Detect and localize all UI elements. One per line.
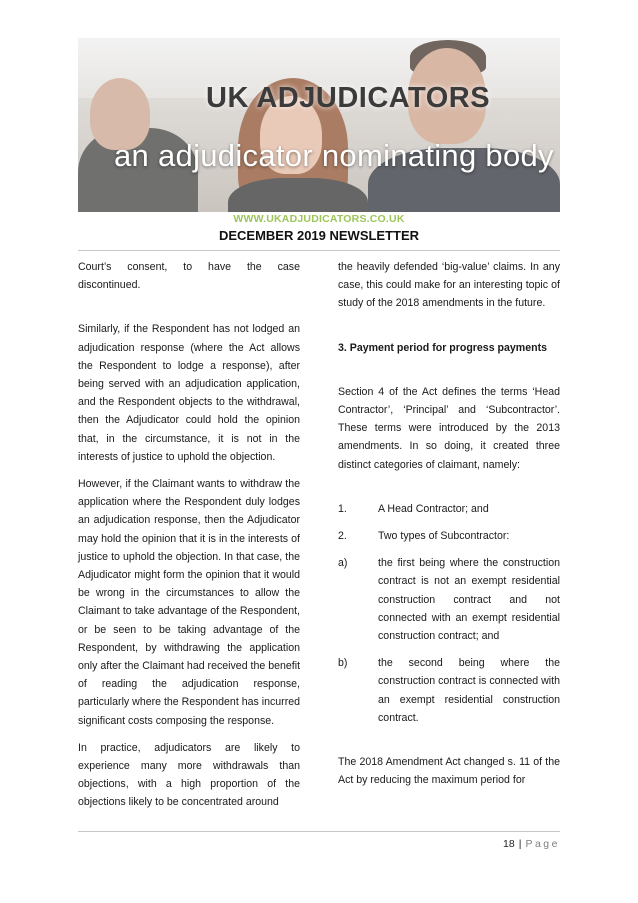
header-banner (78, 38, 560, 212)
footer-separator: | (518, 838, 522, 850)
list-marker: a) (338, 557, 348, 570)
paragraph: the heavily defended ‘big-value’ claims. In any case, this could make for an interesting topic of study of the 2018 amendments in the future. (338, 261, 560, 310)
footer-divider (78, 831, 560, 832)
paragraph: In practice, adjudicators are likely to experience many more withdrawals than objections, with a high proportion of the objections likely to be concentrated around (78, 741, 300, 809)
banner-overlay (78, 38, 560, 212)
list-item (338, 527, 560, 545)
header-divider (78, 250, 560, 251)
newsletter-title: DECEMBER 2019 NEWSLETTER (218, 228, 420, 243)
paragraph: The 2018 Amendment Act changed s. 11 of the Act by reducing the maximum period for (338, 756, 560, 787)
website-link[interactable]: WWW.UKADJUDICATORS.CO.UK (233, 213, 405, 225)
section-heading: 3. Payment period for progress payments (338, 341, 547, 354)
list-item (338, 554, 560, 645)
page-footer (503, 838, 560, 850)
list-item (338, 654, 560, 727)
list-marker: b) (338, 657, 348, 670)
page-number: 18 (503, 838, 515, 850)
right-column (338, 258, 560, 798)
list-text: Two types of Subcontractor: (378, 530, 510, 543)
list-text: the first being where the construction contract is not an exempt residential construction contract and not connected with an exempt residential construction contract; and (378, 557, 560, 643)
banner-subtitle: an adjudicator nominating body (114, 138, 554, 173)
list-text: the second being where the construction contract is connected with an exempt residential construction contract. (378, 657, 560, 724)
banner-title: UK ADJUDICATORS (206, 82, 491, 114)
left-column (78, 258, 300, 821)
list-marker: 1. (338, 502, 347, 515)
paragraph: Court’s consent, to have the case discontinued. (78, 261, 300, 292)
paragraph: Similarly, if the Respondent has not lodged an adjudication response (where the Act allows the Respondent to lodge a response), after being served with an adjudication application, and the Respondent objects to the withdrawal, then the Adjudicator could hold the opinion that, in the circumstance, it is not in the interests of justice to uphold the objection. (78, 323, 300, 463)
paragraph: Section 4 of the Act defines the terms ‘Head Contractor’, ‘Principal’ and ‘Subcontractor’. These terms were introduced by the 2013 amendments. In so doing, it created three distinct categories of claimant, namely: (338, 385, 560, 471)
list-text: A Head Contractor; and (378, 502, 489, 515)
paragraph: However, if the Claimant wants to withdraw the application where the Respondent duly lodges an adjudication response, then the Adjudicator may hold the opinion that it is in the interests of justice to uphold the objection. In that case, the Adjudicator might form the opinion that it would be wrong in the circumstances to allow the Claimant to take advantage of the Respondent, or be seen to be taking advantage of the Respondent, by withdrawing the application only after the Claimant had received the benefit of reading the adjudication response, particularly where the Respondent has incurred significant costs composing the response. (78, 478, 301, 727)
list-item (338, 500, 560, 518)
page-label: Page (525, 838, 560, 850)
list-marker: 2. (338, 530, 347, 543)
